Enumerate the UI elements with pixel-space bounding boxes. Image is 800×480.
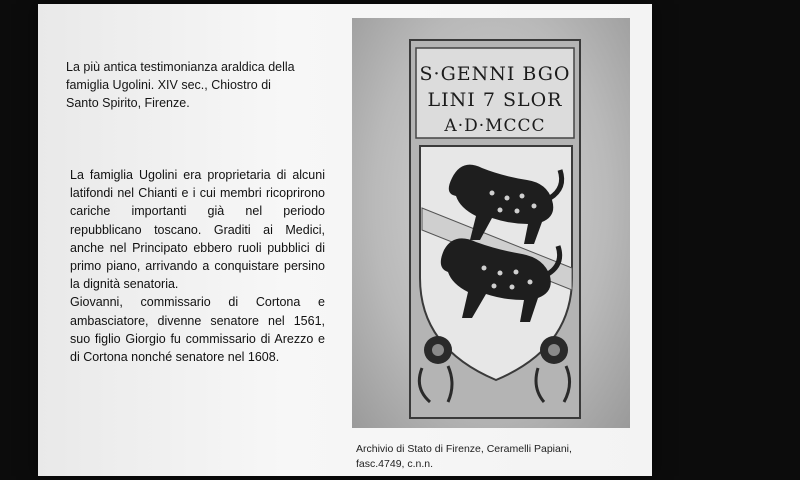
inscription-line: LINI 7 SLOR xyxy=(427,89,563,111)
body-paragraph: La famiglia Ugolini era proprietaria di alcuni latifondi nel Chianti e i cui membri ricoprirono cariche importanti già nel periodo repubblicano toscano. Graditi ai Medici, anche nel Principato ebbero ruoli pubblici di primo piano, arrivando a conquistare persino la dignità senatoria. xyxy=(70,168,325,292)
family-history-text xyxy=(70,166,325,366)
caption-line: fasc.4749, c.n.n. xyxy=(356,458,434,470)
coat-of-arms-image xyxy=(352,18,630,428)
caption-line: Archivio di Stato di Firenze, Ceramelli Papiani, xyxy=(356,443,572,455)
body-paragraph: Giovanni, commissario di Cortona e ambasciatore, divenne senatore nel 1561, suo figlio Giorgio fu commissario di Arezzo e di Cortona nonché senatore nel 1608. xyxy=(70,295,325,365)
inscription-line: A·D·MCCC xyxy=(444,116,546,136)
inscription-line: S·GENNI BGO xyxy=(419,63,571,85)
heading-line: La più antica testimonianza araldica della xyxy=(66,60,295,74)
heading-line: famiglia Ugolini. XIV sec., Chiostro di xyxy=(66,78,271,92)
slide-heading xyxy=(66,58,336,112)
image-caption xyxy=(356,442,636,472)
coat-of-arms-photo xyxy=(352,18,630,428)
heading-line: Santo Spirito, Firenze. xyxy=(66,96,190,110)
